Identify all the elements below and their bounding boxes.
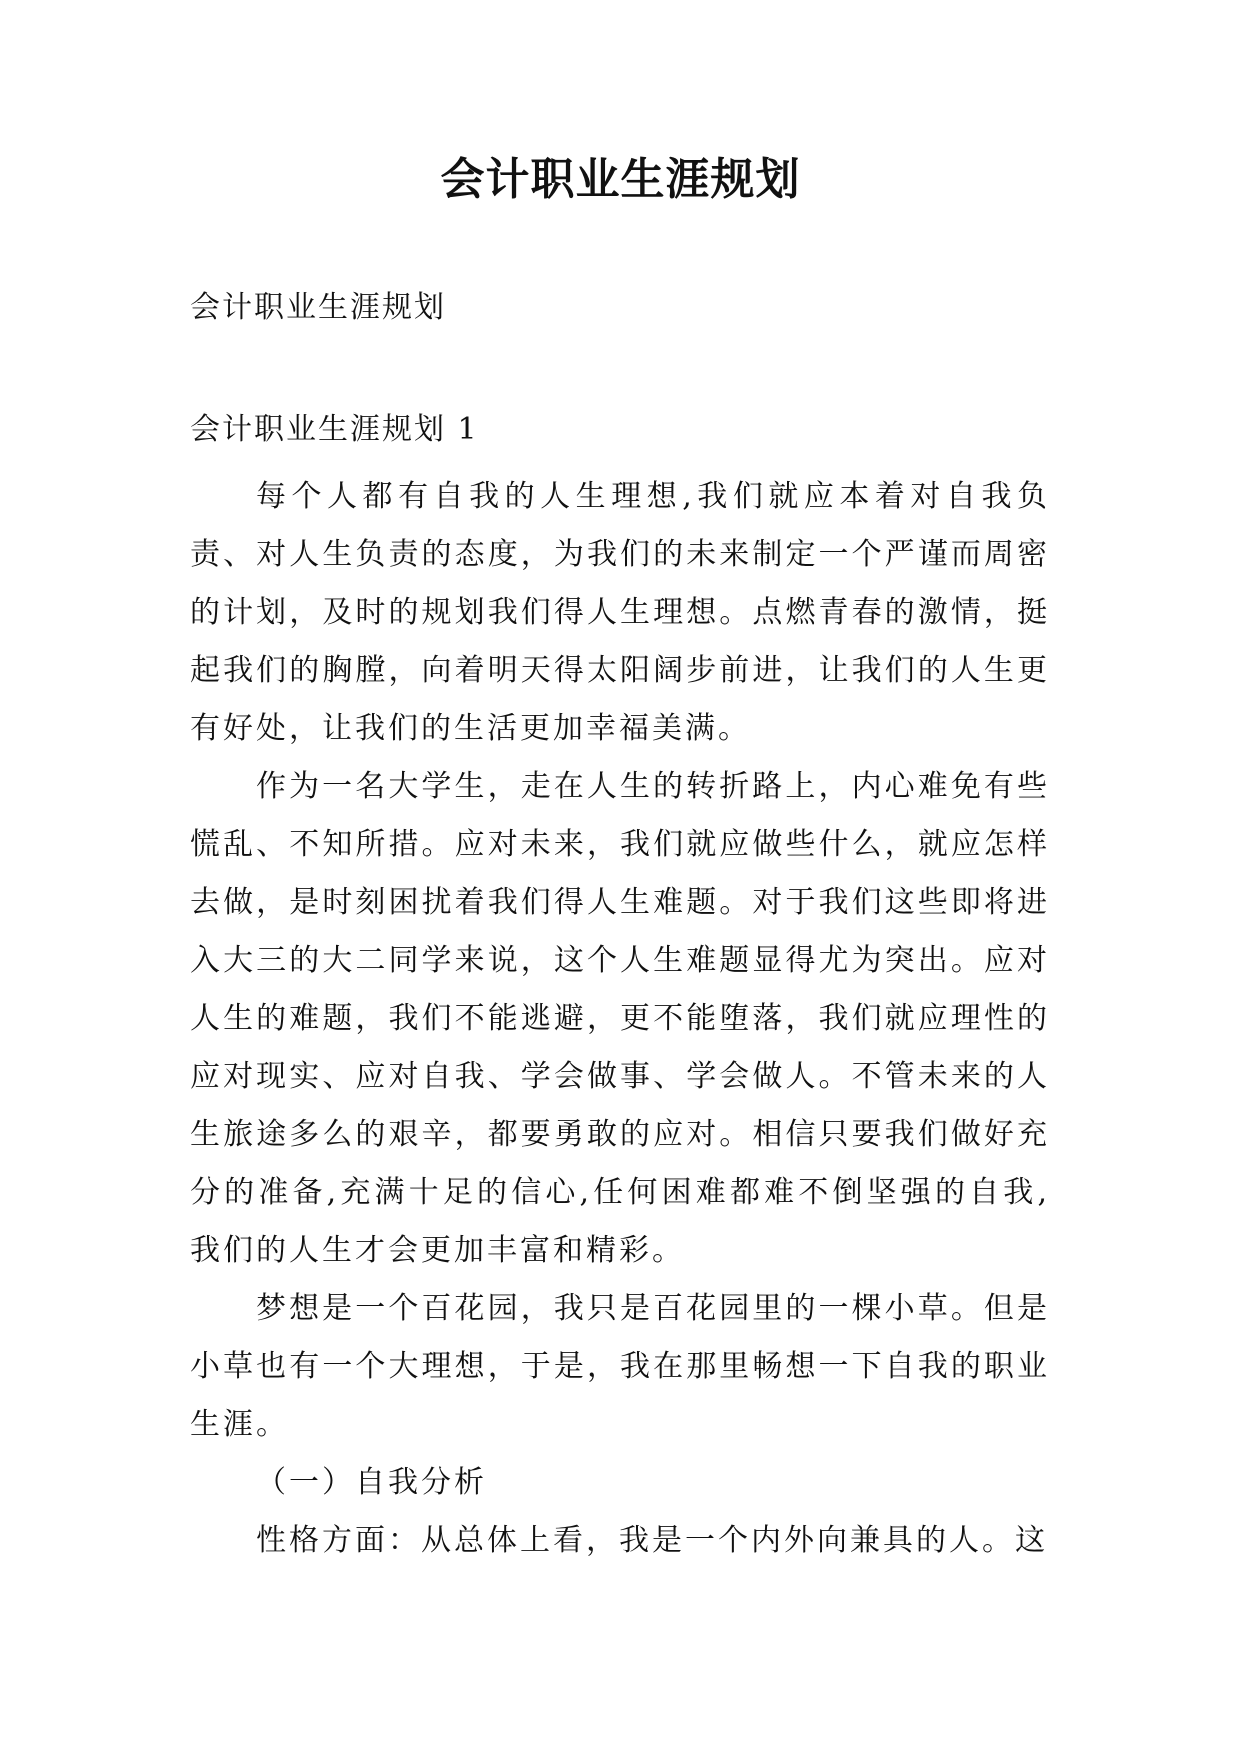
document-body: [190, 468, 1050, 1570]
paragraph: 作为一名大学生，走在人生的转折路上，内心难免有些慌乱、不知所措。应对未来，我们就应做些什么，就应怎样去做，是时刻困扰着我们得人生难题。对于我们这些即将进入大三的大二同学来说，这个人生难题显得尤为突出。应对人生的难题，我们不能逃避，更不能堕落，我们就应理性的应对现实、应对自我、学会做事、学会做人。不管未来的人生旅途多么的艰辛，都要勇敢的应对。相信只要我们做好充分的准备,充满十足的信心,任何困难都难不倒坚强的自我,我们的人生才会更加丰富和精彩。: [190, 769, 1050, 1268]
paragraph: 梦想是一个百花园，我只是百花园里的一棵小草。但是小草也有一个大理想，于是，我在那里畅想一下自我的职业生涯。: [190, 1291, 1050, 1442]
subheading-self-analysis: （一）自我分析: [256, 1465, 487, 1500]
document-subtitle: 会计职业生涯规划: [190, 290, 446, 325]
paragraph: 每个人都有自我的人生理想,我们就应本着对自我负责、对人生负责的态度，为我们的未来制定一个严谨而周密的计划，及时的规划我们得人生理想。点燃青春的激情，挺起我们的胸膛，向着明天得太阳阔步前进，让我们的人生更有好处，让我们的生活更加幸福美满。: [190, 479, 1050, 746]
section-title: 会计职业生涯规划 1: [190, 412, 479, 447]
paragraph-personality: 性格方面：从总体上看，我是一个内外向兼具的人。这: [256, 1523, 1048, 1558]
document-title: 会计职业生涯规划: [440, 154, 801, 205]
